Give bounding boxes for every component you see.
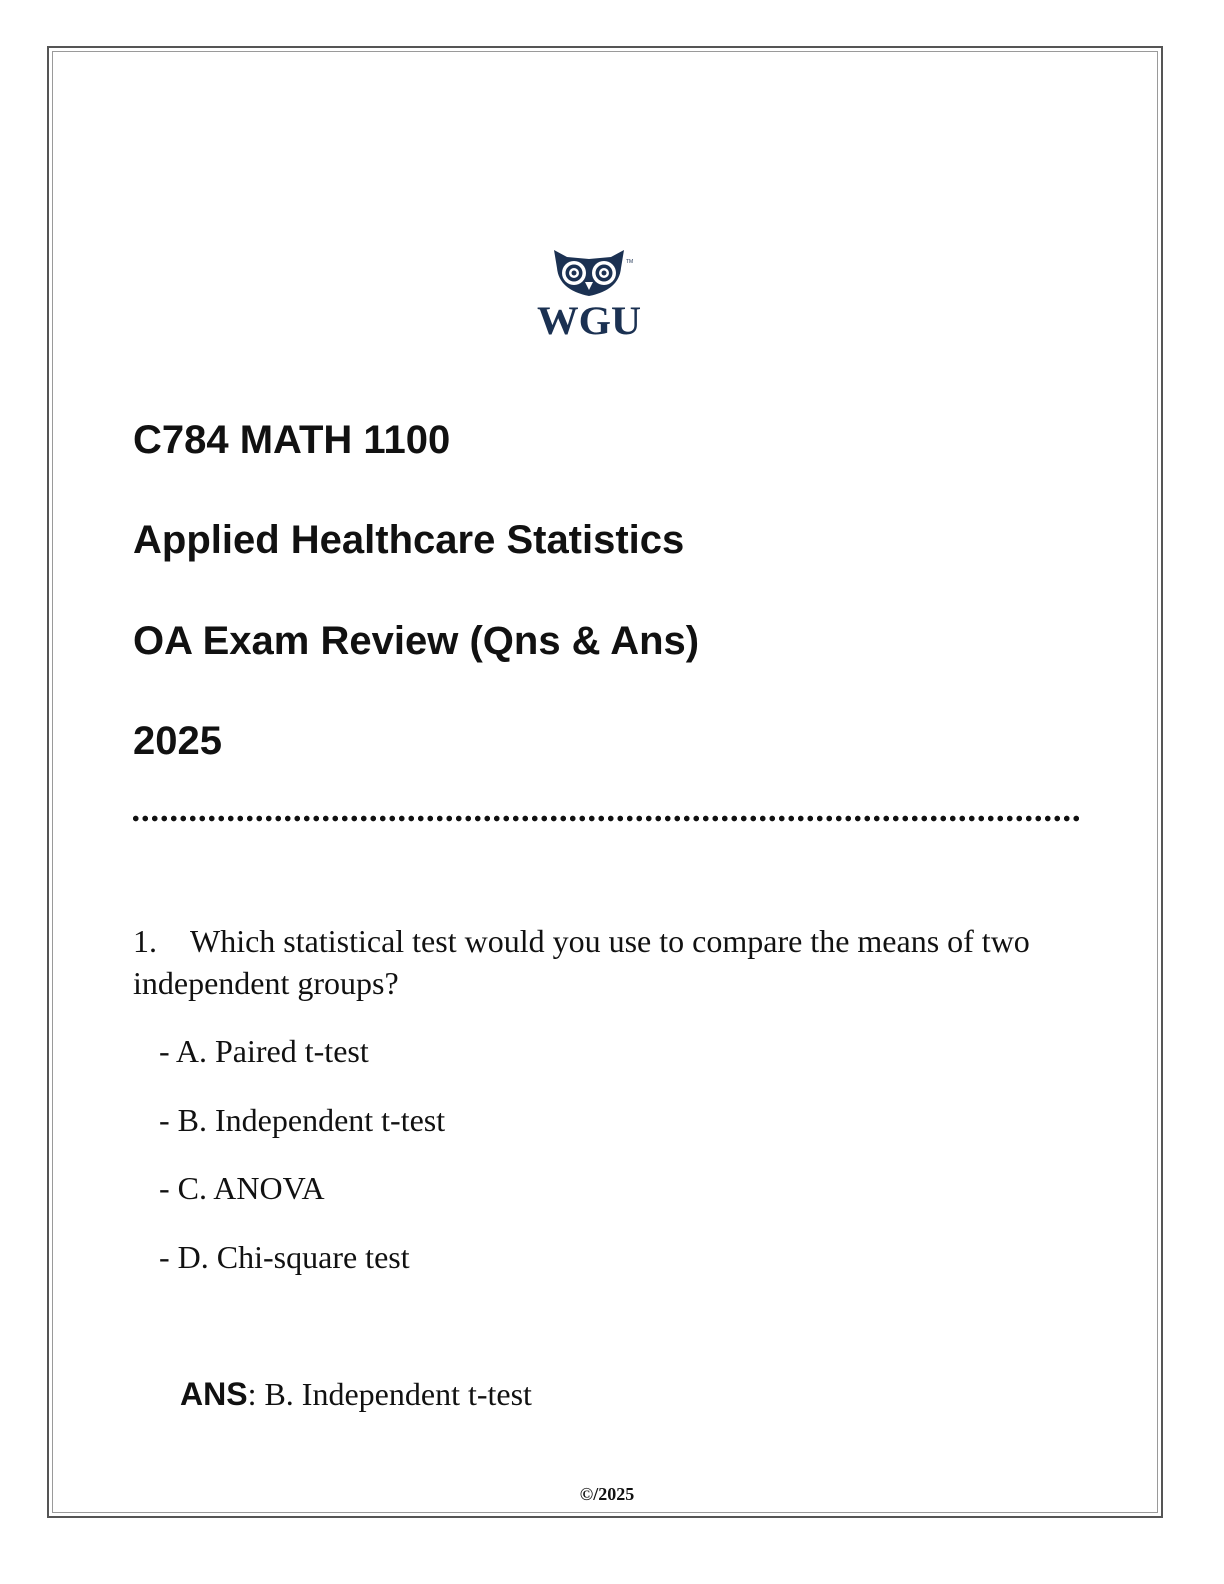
answer-line bbox=[180, 1374, 532, 1414]
year-heading: 2025 bbox=[133, 719, 222, 763]
question-1 bbox=[133, 920, 1078, 1004]
review-title-heading: OA Exam Review (Qns & Ans) bbox=[133, 619, 700, 663]
owl-icon bbox=[554, 250, 633, 296]
answer-text: : B. Independent t-test bbox=[247, 1376, 532, 1412]
wgu-logo bbox=[535, 246, 643, 338]
copyright-footer: ©/2025 bbox=[579, 1484, 635, 1504]
course-title-heading: Applied Healthcare Statistics bbox=[133, 518, 685, 562]
svg-text:TM: TM bbox=[626, 259, 634, 265]
option-b: - B. Independent t-test bbox=[159, 1102, 446, 1138]
question-number: 1. bbox=[133, 923, 157, 959]
answer-label: ANS bbox=[180, 1376, 248, 1412]
wgu-logo-text: WGU bbox=[537, 298, 641, 338]
option-d: - D. Chi-square test bbox=[159, 1239, 410, 1275]
option-c: - C. ANOVA bbox=[159, 1170, 325, 1206]
course-code-heading: C784 MATH 1100 bbox=[133, 418, 451, 462]
dotted-divider bbox=[131, 815, 1083, 822]
option-a: - A. Paired t-test bbox=[159, 1033, 369, 1069]
question-text: Which statistical test would you use to compare the means of two independent groups? bbox=[133, 923, 1030, 1001]
